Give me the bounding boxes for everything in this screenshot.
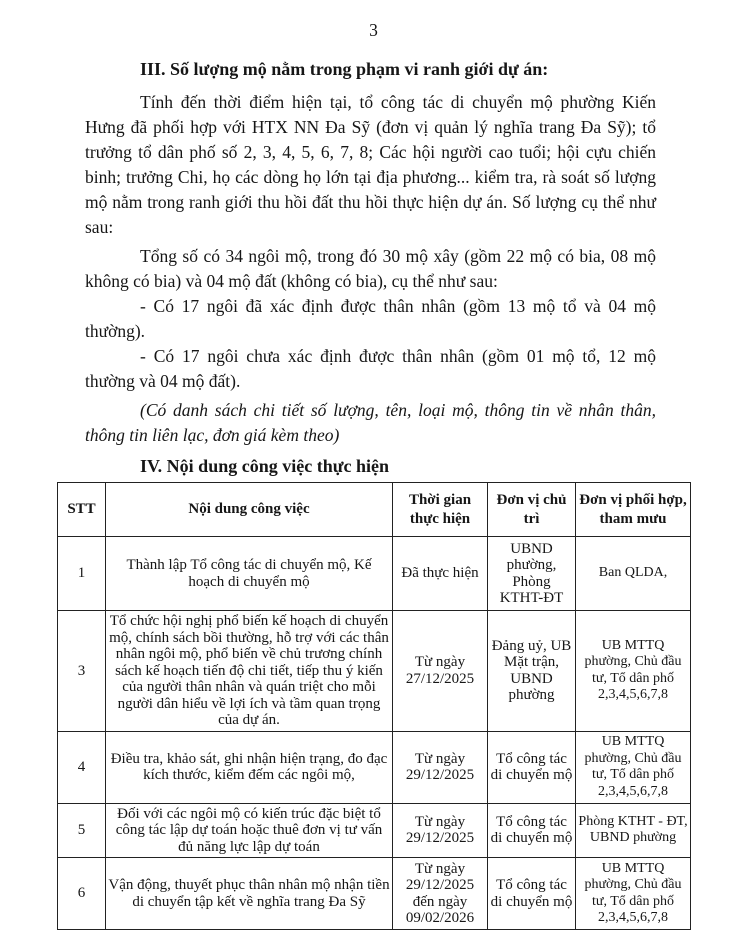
- table-row: [58, 537, 691, 611]
- header-content: Nội dung công việc: [106, 483, 393, 537]
- attachment-note: (Có danh sách chi tiết số lượng, tên, loại mộ, thông tin về nhân thân, thông tin liên lạc, đơn giá kèm theo): [85, 400, 656, 445]
- header-stt: STT: [58, 483, 106, 537]
- stt-cell: 3: [58, 611, 106, 732]
- time-cell: Đã thực hiện: [393, 537, 488, 611]
- intro-paragraph: Tính đến thời điểm hiện tại, tổ công tác di chuyển mộ phường Kiến Hưng đã phối hợp với HTX NN Đa Sỹ (đơn vị quản lý nghĩa trang Đa Sỹ); tổ trưởng tổ dân phố số 2, 3, 4, 5, 6, 7, 8; Các hội người cao tuổi; hội cựu chiến binh; trưởng Chi, họ các dòng họ lớn tại địa phương... kiểm tra, rà soát số lượng mộ nằm trong ranh giới thu hồi đất thu hồi thực hiện dự án. Số lượng cụ thể như sau:: [85, 92, 656, 237]
- coop-unit-cell: UB MTTQ phường, Chủ đầu tư, Tổ dân phố 2,3,4,5,6,7,8: [576, 611, 691, 732]
- time-cell: Từ ngày 29/12/2025: [393, 731, 488, 803]
- table-row: [58, 803, 691, 858]
- header-lead: Đơn vị chủ trì: [488, 483, 576, 537]
- totals-paragraph: Tổng số có 34 ngôi mộ, trong đó 30 mộ xây (gồm 22 mộ có bia, 08 mộ không có bia) và 04 mộ đất (không có bia), cụ thể như sau:: [85, 246, 656, 291]
- lead-unit-cell: Tổ công tác di chuyển mộ: [488, 858, 576, 930]
- coop-unit-cell: UB MTTQ phường, Chủ đầu tư, Tổ dân phố 2,3,4,5,6,7,8: [576, 858, 691, 930]
- section-iii-heading: III. Số lượng mộ nằm trong phạm vi ranh giới dự án:: [140, 59, 549, 79]
- table-row: [58, 731, 691, 803]
- stt-cell: 6: [58, 858, 106, 930]
- header-coop: Đơn vị phối hợp, tham mưu: [576, 483, 691, 537]
- bullet-unidentified: - Có 17 ngôi chưa xác định được thân nhân (gồm 01 mộ tổ, 12 mộ thường và 04 mộ đất).: [85, 346, 656, 391]
- table-row: [58, 611, 691, 732]
- lead-unit-cell: Tổ công tác di chuyển mộ: [488, 731, 576, 803]
- lead-unit-cell: Đảng uỷ, UB Mặt trận, UBND phường: [488, 611, 576, 732]
- table-row: [58, 858, 691, 930]
- content-cell: Điều tra, khảo sát, ghi nhận hiện trạng, đo đạc kích thước, kiểm đếm các ngôi mộ,: [106, 731, 393, 803]
- time-cell: Từ ngày 29/12/2025 đến ngày 09/02/2026: [393, 858, 488, 930]
- content-cell: Vận động, thuyết phục thân nhân mộ nhận tiền di chuyển tập kết về nghĩa trang Đa Sỹ: [106, 858, 393, 930]
- work-plan-table: [57, 482, 691, 930]
- content-cell: Thành lập Tổ công tác di chuyển mộ, Kế hoạch di chuyển mộ: [106, 537, 393, 611]
- table-header-row: [58, 483, 691, 537]
- coop-unit-cell: UB MTTQ phường, Chủ đầu tư, Tổ dân phố 2,3,4,5,6,7,8: [576, 731, 691, 803]
- content-cell: Tổ chức hội nghị phổ biến kế hoạch di chuyển mộ, chính sách bồi thường, hỗ trợ với các thân nhân ngôi mộ, phổ biến về chủ trương chính sách kế hoạch tiến độ chi tiết, tiếp thu ý kiến của người thân nhân và quán triệt cho mỗi người dân hiểu về lợi ích và tầm quan trọng của dự án.: [106, 611, 393, 732]
- page-number: 3: [369, 20, 378, 40]
- section-iv-heading: IV. Nội dung công việc thực hiện: [140, 456, 390, 476]
- bullet-identified: - Có 17 ngôi đã xác định được thân nhân (gồm 13 mộ tổ và 04 mộ thường).: [85, 296, 656, 341]
- coop-unit-cell: Phòng KTHT - ĐT, UBND phường: [576, 803, 691, 858]
- stt-cell: 5: [58, 803, 106, 858]
- stt-cell: 1: [58, 537, 106, 611]
- time-cell: Từ ngày 27/12/2025: [393, 611, 488, 732]
- coop-unit-cell: Ban QLDA,: [576, 537, 691, 611]
- time-cell: Từ ngày 29/12/2025: [393, 803, 488, 858]
- lead-unit-cell: UBND phường, Phòng KTHT-ĐT: [488, 537, 576, 611]
- content-cell: Đối với các ngôi mộ có kiến trúc đặc biệt tổ công tác lập dự toán hoặc thuê đơn vị tư vấn đủ năng lực lập dự toán: [106, 803, 393, 858]
- lead-unit-cell: Tổ công tác di chuyển mộ: [488, 803, 576, 858]
- stt-cell: 4: [58, 731, 106, 803]
- header-time: Thời gian thực hiện: [393, 483, 488, 537]
